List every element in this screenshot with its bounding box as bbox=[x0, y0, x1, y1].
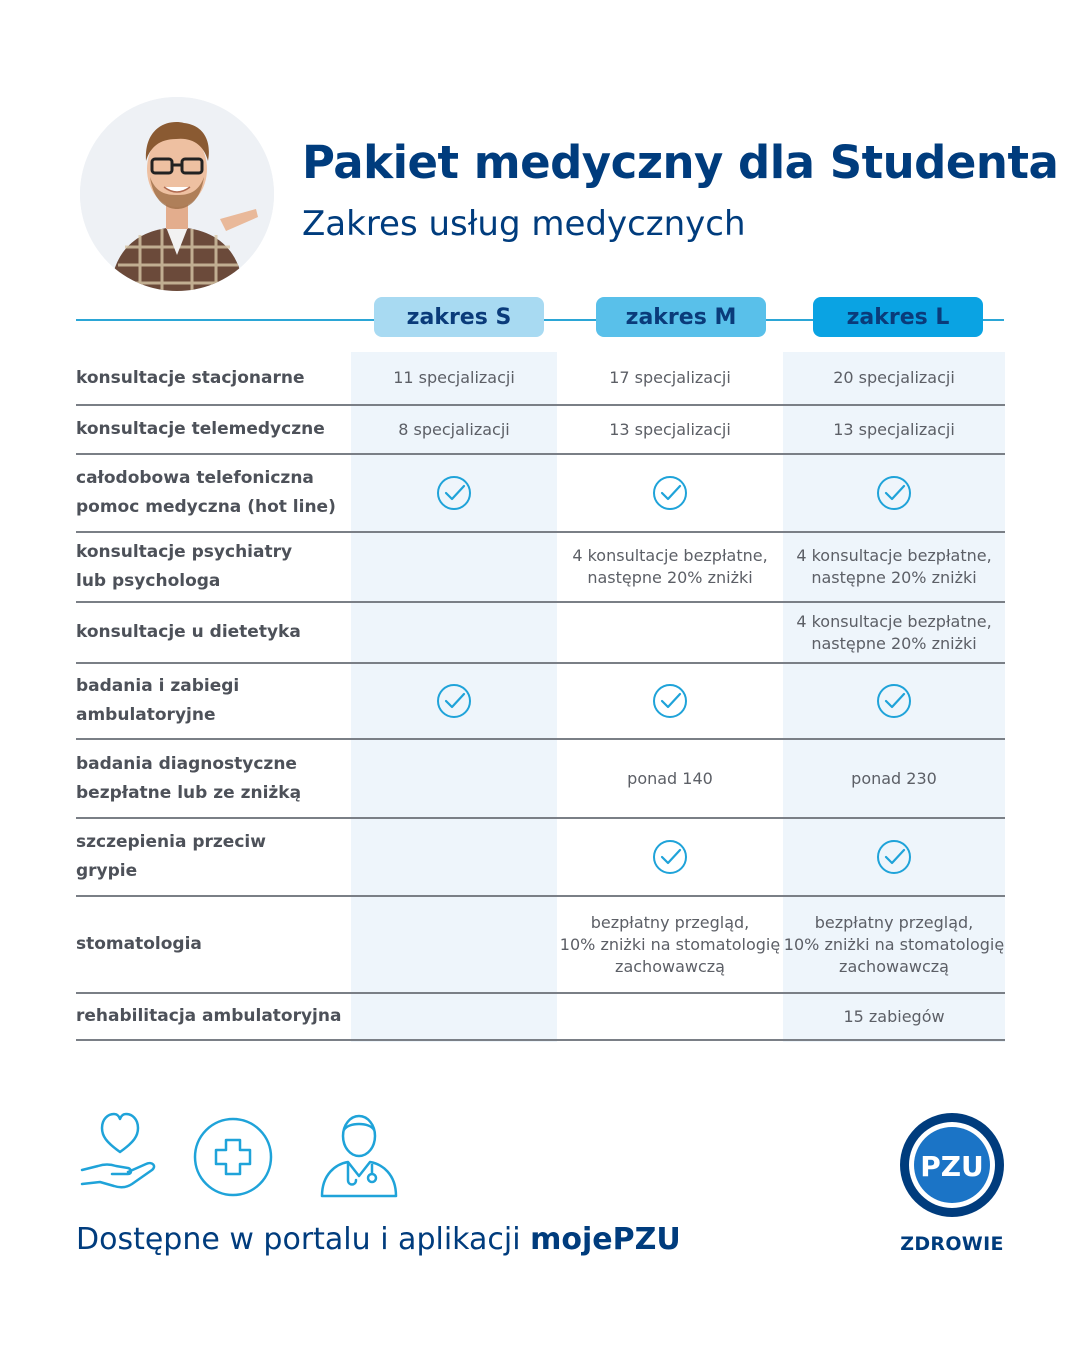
plan-value-line: 4 konsultacje bezpłatne, bbox=[796, 546, 992, 565]
plus-circle-icon bbox=[192, 1116, 274, 1198]
feature-label-line: rehabilitacja ambulatoryjna bbox=[76, 1006, 342, 1026]
plan-l-value bbox=[783, 818, 1005, 896]
plan-l-value bbox=[783, 993, 1005, 1040]
plan-value-line: 15 zabiegów bbox=[843, 1006, 945, 1026]
feature-label-line: szczepienia przeciw bbox=[76, 832, 266, 852]
feature-label bbox=[76, 896, 351, 993]
feature-label bbox=[76, 818, 351, 896]
plan-value-line: 10% zniżki na stomatologię bbox=[559, 934, 781, 954]
plan-m-value bbox=[557, 818, 783, 896]
footer-brand: mojePZU bbox=[530, 1222, 681, 1257]
table-row bbox=[76, 993, 1005, 1040]
plan-l-value bbox=[783, 739, 1005, 818]
plan-s-value bbox=[351, 993, 557, 1040]
plan-header-m: zakres M bbox=[596, 297, 766, 337]
check-icon bbox=[652, 683, 688, 719]
plan-s-value bbox=[351, 454, 557, 532]
plan-value-line: zachowawczą bbox=[615, 956, 725, 976]
plan-s-value bbox=[351, 818, 557, 896]
plan-m-value bbox=[557, 602, 783, 663]
feature-label-line: konsultacje psychiatry bbox=[76, 542, 293, 562]
feature-label-line: bezpłatne lub ze zniżką bbox=[76, 782, 302, 803]
plan-value-line: 8 specjalizacji bbox=[398, 419, 510, 439]
plan-value-line: bezpłatny przegląd, bbox=[590, 912, 750, 932]
check-icon bbox=[876, 475, 912, 511]
plan-l-value bbox=[783, 454, 1005, 532]
feature-label-line: pomoc medyczna (hot line) bbox=[76, 497, 336, 517]
plan-value-line: następne 20% zniżki bbox=[587, 568, 753, 587]
doctor-icon bbox=[318, 1112, 400, 1198]
plan-s-value bbox=[351, 532, 557, 602]
feature-label-line: lub psychologa bbox=[76, 571, 221, 591]
services-comparison-table bbox=[76, 352, 1005, 1041]
student-photo bbox=[80, 97, 274, 291]
feature-label-line: grypie bbox=[76, 861, 138, 881]
plan-m-value bbox=[557, 352, 783, 405]
plan-value-line: następne 20% zniżki bbox=[811, 633, 977, 653]
plan-s-value bbox=[351, 352, 557, 405]
plan-value-line: 17 specjalizacji bbox=[609, 368, 731, 387]
plan-l-value bbox=[783, 532, 1005, 602]
plan-m-value bbox=[557, 993, 783, 1040]
check-icon bbox=[876, 683, 912, 719]
plan-s-value bbox=[351, 739, 557, 818]
plan-value-line: 11 specjalizacji bbox=[393, 368, 515, 387]
pzu-logo-letters: PZU bbox=[920, 1150, 984, 1183]
plan-value-line: bezpłatny przegląd, bbox=[814, 912, 974, 932]
feature-label-line: konsultacje stacjonarne bbox=[76, 367, 305, 388]
plan-header-s: zakres S bbox=[374, 297, 544, 337]
plan-value-line: 13 specjalizacji bbox=[609, 419, 731, 439]
plan-value-line: zachowawczą bbox=[839, 956, 949, 976]
feature-label-line: konsultacje u dietetyka bbox=[76, 622, 301, 642]
footer-availability-text bbox=[76, 1222, 681, 1257]
heart-hand-icon bbox=[80, 1110, 160, 1192]
feature-label-line: konsultacje telemedyczne bbox=[76, 419, 325, 439]
plan-s-value bbox=[351, 896, 557, 993]
plan-header-l: zakres L bbox=[813, 297, 983, 337]
page-subtitle: Zakres usług medycznych bbox=[302, 204, 746, 244]
plan-m-value bbox=[557, 896, 783, 993]
feature-label-line: badania diagnostyczne bbox=[76, 753, 297, 774]
plan-l-value bbox=[783, 352, 1005, 405]
feature-label bbox=[76, 454, 351, 532]
feature-label bbox=[76, 532, 351, 602]
pzu-logo bbox=[899, 1112, 1005, 1218]
check-icon bbox=[436, 475, 472, 511]
student-illustration bbox=[80, 97, 274, 291]
plan-value-line: 4 konsultacje bezpłatne, bbox=[796, 611, 992, 631]
plan-l-value bbox=[783, 896, 1005, 993]
page-title: Pakiet medyczny dla Studenta bbox=[302, 136, 1059, 189]
table-row bbox=[76, 896, 1005, 993]
table-row bbox=[76, 454, 1005, 532]
plan-l-value bbox=[783, 663, 1005, 739]
table-row bbox=[76, 663, 1005, 739]
check-icon bbox=[436, 683, 472, 719]
table-row bbox=[76, 739, 1005, 818]
plan-s-value bbox=[351, 602, 557, 663]
feature-label-line: stomatologia bbox=[76, 934, 202, 954]
check-icon bbox=[876, 839, 912, 875]
check-icon bbox=[652, 475, 688, 511]
plan-m-value bbox=[557, 454, 783, 532]
feature-label bbox=[76, 405, 351, 454]
plan-m-value bbox=[557, 532, 783, 602]
plan-value-line: następne 20% zniżki bbox=[811, 568, 977, 587]
plan-m-value bbox=[557, 663, 783, 739]
feature-label-line: ambulatoryjne bbox=[76, 705, 216, 725]
plan-value-line: 4 konsultacje bezpłatne, bbox=[572, 546, 768, 565]
feature-label bbox=[76, 602, 351, 663]
plan-l-value bbox=[783, 405, 1005, 454]
plan-value-line: 10% zniżki na stomatologię bbox=[783, 934, 1005, 954]
plan-value-line: 13 specjalizacji bbox=[833, 419, 955, 439]
table-row bbox=[76, 818, 1005, 896]
plan-s-value bbox=[351, 405, 557, 454]
feature-label bbox=[76, 739, 351, 818]
table-row bbox=[76, 405, 1005, 454]
plan-l-value bbox=[783, 602, 1005, 663]
check-icon bbox=[652, 839, 688, 875]
plan-value-line: ponad 140 bbox=[627, 768, 713, 788]
plan-value-line: 20 specjalizacji bbox=[833, 368, 955, 387]
feature-label bbox=[76, 663, 351, 739]
feature-label bbox=[76, 993, 351, 1040]
plan-s-value bbox=[351, 663, 557, 739]
feature-label-line: całodobowa telefoniczna bbox=[76, 468, 314, 488]
table-row bbox=[76, 352, 1005, 405]
plan-m-value bbox=[557, 405, 783, 454]
table-row bbox=[76, 532, 1005, 602]
feature-label-line: badania i zabiegi bbox=[76, 676, 240, 696]
plan-value-line: ponad 230 bbox=[851, 768, 937, 788]
pzu-logo-subtitle: ZDROWIE bbox=[900, 1233, 1004, 1255]
footer-text: Dostępne w portalu i aplikacji bbox=[76, 1222, 521, 1257]
plan-m-value bbox=[557, 739, 783, 818]
table-row bbox=[76, 602, 1005, 663]
feature-label bbox=[76, 352, 351, 405]
